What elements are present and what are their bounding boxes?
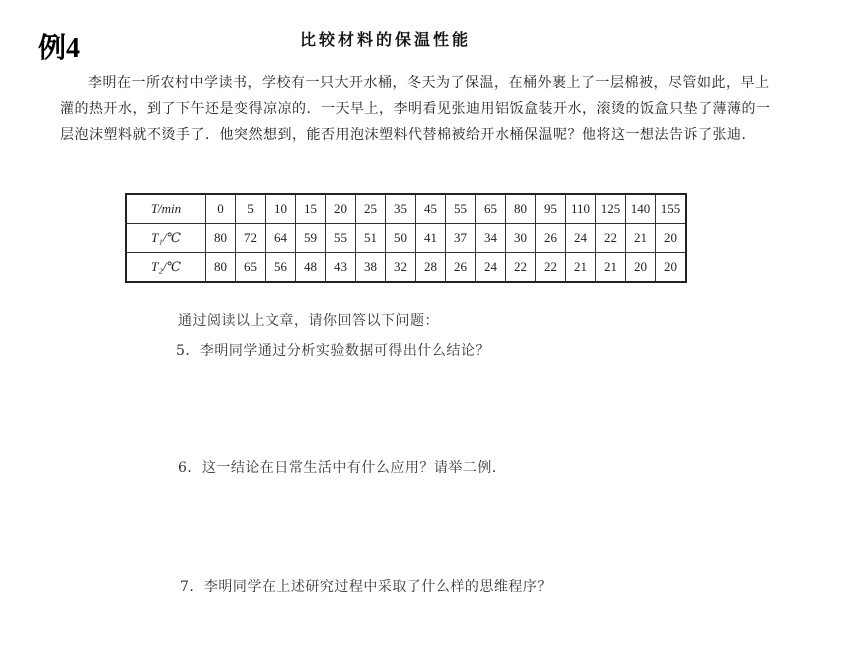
table-cell: 72 xyxy=(236,224,266,253)
table-cell: 20 xyxy=(656,253,687,283)
table-cell: 21 xyxy=(626,224,656,253)
table-cell: 45 xyxy=(416,194,446,224)
table-cell: 35 xyxy=(386,194,416,224)
table-cell: 56 xyxy=(266,253,296,283)
table-row-header: T₂/℃ xyxy=(126,253,206,283)
table-cell: 48 xyxy=(296,253,326,283)
table-cell: 51 xyxy=(356,224,386,253)
table-row xyxy=(126,194,686,224)
table-cell: 0 xyxy=(206,194,236,224)
table-cell: 20 xyxy=(326,194,356,224)
table-cell: 43 xyxy=(326,253,356,283)
table-cell: 55 xyxy=(326,224,356,253)
table-cell: 10 xyxy=(266,194,296,224)
table-cell: 95 xyxy=(536,194,566,224)
table-cell: 28 xyxy=(416,253,446,283)
table-cell: 50 xyxy=(386,224,416,253)
table-cell: 22 xyxy=(506,253,536,283)
table-cell: 80 xyxy=(206,253,236,283)
table-cell: 64 xyxy=(266,224,296,253)
table-cell: 38 xyxy=(356,253,386,283)
table-cell: 80 xyxy=(206,224,236,253)
data-table-container xyxy=(125,193,687,283)
table-cell: 34 xyxy=(476,224,506,253)
table-cell: 20 xyxy=(626,253,656,283)
table-cell: 26 xyxy=(446,253,476,283)
table-row-header: T/min xyxy=(126,194,206,224)
table-cell: 37 xyxy=(446,224,476,253)
table-cell: 30 xyxy=(506,224,536,253)
table-row xyxy=(126,253,686,283)
table-cell: 20 xyxy=(656,224,687,253)
table-cell: 80 xyxy=(506,194,536,224)
table-cell: 25 xyxy=(356,194,386,224)
data-table xyxy=(125,193,687,283)
table-cell: 55 xyxy=(446,194,476,224)
question-5: 5．李明同学通过分析实验数据可得出什么结论？ xyxy=(176,343,490,359)
table-cell: 21 xyxy=(566,253,596,283)
table-cell: 140 xyxy=(626,194,656,224)
page-title: 比较材料的保温性能 xyxy=(300,30,472,49)
question-6: 6．这一结论在日常生活中有什么应用？请举二例． xyxy=(178,460,507,476)
questions-intro: 通过阅读以上文章，请你回答以下问题： xyxy=(178,313,439,329)
table-row xyxy=(126,224,686,253)
table-cell: 26 xyxy=(536,224,566,253)
question-7: 7．李明同学在上述研究过程中采取了什么样的思维程序？ xyxy=(180,579,552,595)
table-cell: 32 xyxy=(386,253,416,283)
table-cell: 110 xyxy=(566,194,596,224)
table-cell: 15 xyxy=(296,194,326,224)
table-cell: 155 xyxy=(656,194,687,224)
body-paragraph: 李明在一所农村中学读书，学校有一只大开水桶，冬天为了保温，在桶外裹上了一层棉被，尽管如此，早上灌的热开水，到了下午还是变得凉凉的．一天早上，李明看见张迪用铝饭盒装开水，滚烫的饭盒只垫了薄薄的一层泡沫塑料就不烫手了．他突然想到，能否用泡沫塑料代替棉被给开水桶保温呢？他将这一想法告诉了张迪． xyxy=(60,75,771,143)
table-cell: 24 xyxy=(476,253,506,283)
example-label: 例4 xyxy=(38,33,81,64)
table-cell: 59 xyxy=(296,224,326,253)
table-cell: 22 xyxy=(536,253,566,283)
table-cell: 22 xyxy=(596,224,626,253)
table-cell: 24 xyxy=(566,224,596,253)
table-cell: 41 xyxy=(416,224,446,253)
table-cell: 65 xyxy=(476,194,506,224)
table-cell: 65 xyxy=(236,253,266,283)
table-row-header: T₁/℃ xyxy=(126,224,206,253)
table-cell: 125 xyxy=(596,194,626,224)
table-cell: 21 xyxy=(596,253,626,283)
table-cell: 5 xyxy=(236,194,266,224)
